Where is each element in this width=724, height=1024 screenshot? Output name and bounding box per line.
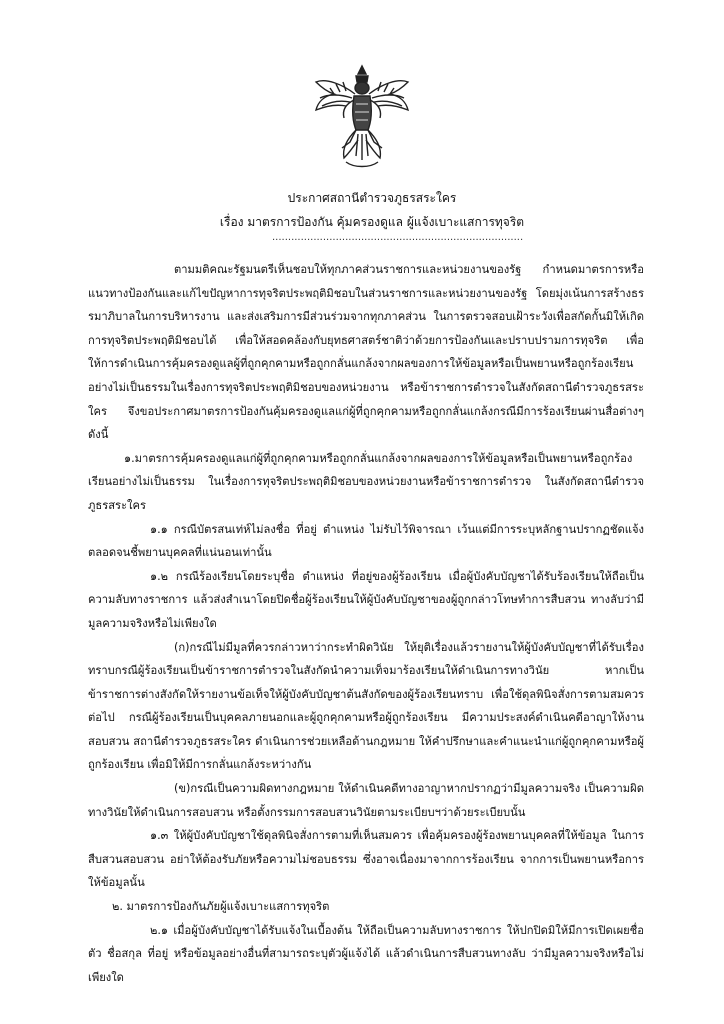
paragraph-preamble: ตามมติคณะรัฐมนตรีเห็นชอบให้ทุกภาคส่วนราชการและหน่วยงานของรัฐ กำหนดมาตรการหรือแนวทางป้องกันและแก้ไขปัญหาการทุจริตประพฤติมิชอบในส่วนราชการและหน่วยงานของรัฐ โดยมุ่งเน้นการสร้างธรรมาภิบาลในการบริหารงาน และส่งเสริมการมีส่วนร่วมจากทุกภาคส่วน ในการตรวจสอบเฝ้าระวังเพื่อสกัดกั้นมิให้เกิดการทุจริตประพฤติมิชอบได้ เพื่อให้สอดคล้องกับยุทธศาสตร์ชาติว่าด้วยการป้องกันและปราบปรามการทุจริต เพื่อให้การดำเนินการคุ้มครองดูแลผู้ที่ถูกคุกคามหรือถูกกลั่นแกล้งจากผลของการให้ข้อมูลหรือเป็นพยานหรือถูกร้องเรียนอย่างไม่เป็นธรรมในเรื่องการทุจริตประพฤติมิชอบของหน่วยงาน หรือข้าราชการตำรวจในสังกัดสถานีตำรวจภูธรสระใคร จึงขอประกาศมาตรการป้องกันคุ้มครองดูแลแก่ผู้ที่ถูกคุกคามหรือถูกกลั่นแกล้งกรณีมีการร้องเรียนผ่านสื่อต่างๆ ดังนี้ xyxy=(88,263,644,442)
announcement-title: ประกาศสถานีตำรวจภูธรสระใคร xyxy=(287,191,457,205)
paragraph-1-1: ๑.๑ กรณีบัตรสนเท่ห์ไม่ลงชื่อ ที่อยู่ ตำแหน่ง ไม่รับไว้พิจารณา เว้นแต่มีการระบุหลักฐานปรากฏชัดแจ้งตลอดจนชี้พยานบุคคลที่แน่นอนเท่านั้น xyxy=(88,522,644,560)
paragraph-measure-1: ๑.มาตรการคุ้มครองดูแลแก่ผู้ที่ถูกคุกคามหรือถูกกลั่นแกล้งจากผลของการให้ข้อมูลหรือเป็นพยานหรือถูกร้องเรียนอย่างไม่เป็นธรรม ในเรื่องการทุจริตประพฤติมิชอบของหน่วยงานหรือข้าราชการตำรวจ ในสังกัดสถานีตำรวจภูธรสระใคร xyxy=(88,451,644,512)
dotted-separator: ............................................................................... xyxy=(272,232,524,243)
paragraph-1-3: ๑.๓ ให้ผู้บังคับบัญชาใช้ดุลพินิจสั่งการตามที่เห็นสมควร เพื่อคุ้มครองผู้ร้องพยานบุคคลที่ให้ข้อมูล ในการสืบสวนสอบสวน อย่าให้ต้องรับภัยหรือความไม่ชอบธรรม ซึ่งอาจเนื่องมาจากการร้องเรียน จากการเป็นพยานหรือการให้ข้อมูลนั้น xyxy=(88,829,644,890)
announcement-subject: เรื่อง มาตรการป้องกัน คุ้มครองดูแล ผู้แจ้งเบาะแสการทุจริต xyxy=(219,215,525,229)
paragraph-1-2: ๑.๒ กรณีร้องเรียนโดยระบุชื่อ ตำแหน่ง ที่อยู่ของผู้ร้องเรียน เมื่อผู้บังคับบัญชาได้รับร้องเรียนให้ถือเป็นความลับทางราชการ แล้วส่งสำเนาโดยปิดชื่อผู้ร้องเรียนให้ผู้บังคับบัญชาของผู้ถูกกล่าวโทษทำการสืบสวน ทางลับว่ามีมูลความจริงหรือไม่เพียงใด xyxy=(88,569,644,630)
garuda-emblem-icon xyxy=(312,64,412,170)
paragraph-measure-2: ๒. มาตรการป้องกันภัยผู้แจ้งเบาะแสการทุจริต xyxy=(112,900,330,914)
paragraph-1-2-b: (ข)กรณีเป็นความผิดทางกฎหมาย ให้ดำเนินคดีทางอาญาหากปรากฏว่ามีมูลความจริง เป็นความผิดทางวินัยให้ดำเนินการสอบสวน หรือตั้งกรรมการสอบสวนวินัยตามระเบียบฯว่าด้วยระเบียบนั้น xyxy=(88,782,644,819)
paragraph-1-2-a: (ก)กรณีไม่มีมูลที่ควรกล่าวหาว่ากระทำผิดวินัย ให้ยุติเรื่องแล้วรายงานให้ผู้บังคับบัญชาที่ได้รับเรื่องทราบกรณีผู้ร้องเรียนเป็นข้าราชการตำรวจในสังกัดนำความเท็จมาร้องเรียนให้ดำเนินการทางวินัย หากเป็นข้าราชการต่างสังกัดให้รายงานข้อเท็จให้ผู้บังคับบัญชาต้นสังกัดของผู้ร้องเรียนทราบ เพื่อใช้ดุลพินิจสั่งการตามสมควรต่อไป กรณีผู้ร้องเรียนเป็นบุคคลภายนอกและผู้ถูกคุกคามหรือผู้ถูกร้องเรียน มีความประสงค์ดำเนินคดีอาญาให้งานสอบสวน สถานีตำรวจภูธรสระใคร ดำเนินการช่วยเหลือด้านกฎหมาย ให้คำปรึกษาและคำแนะนำแก่ผู้ถูกคุกคามหรือผู้ถูกร้องเรียน เพื่อมิให้มีการกลั่นแกล้งระหว่างกัน xyxy=(88,640,644,772)
paragraph-2-1: ๒.๑ เมื่อผู้บังคับบัญชาได้รับแจ้งในเบื้องต้น ให้ถือเป็นความลับทางราชการ ให้ปกปิดมิให้มีการเปิดเผยชื่อตัว ชื่อสกุล ที่อยู่ หรือข้อมูลอย่างอื่นที่สามารถระบุตัวผู้แจ้งได้ แล้วดำเนินการสืบสวนทางลับ ว่ามีมูลความจริงหรือไม่เพียงใด xyxy=(88,923,644,984)
document-body xyxy=(88,258,644,989)
